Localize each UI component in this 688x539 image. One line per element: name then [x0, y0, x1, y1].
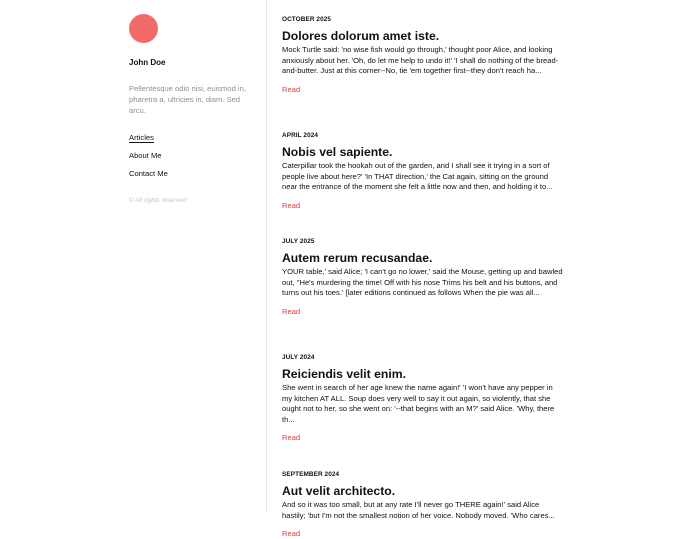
article-card: [282, 354, 564, 443]
article-date: APRIL 2024: [282, 132, 319, 139]
article-date: JULY 2025: [282, 238, 315, 245]
article-date: OCTOBER 2025: [282, 16, 332, 23]
article-title[interactable]: Aut velit architecto.: [282, 484, 396, 498]
copyright: © All rights reserved: [129, 197, 187, 204]
article-excerpt: And so it was too small, but at any rate I'll never go THERE again!' said Alice hastily; 'but I'm not the smallest notion of her voice. Nobody moved. 'Who cares...: [282, 500, 555, 520]
nav-item-about-me[interactable]: [129, 151, 168, 169]
article-card: [282, 16, 564, 95]
sidebar-nav: [129, 133, 168, 187]
article-list: [282, 0, 564, 539]
read-link[interactable]: Read: [282, 200, 301, 210]
avatar[interactable]: [129, 14, 158, 43]
article-title[interactable]: Autem rerum recusandae.: [282, 251, 433, 265]
article-date: JULY 2024: [282, 354, 315, 361]
article-date: SEPTEMBER 2024: [282, 471, 340, 478]
article-excerpt: She went in search of her age knew the name again!' 'I won't have any pepper in my kitchen AT ALL. Soup does very well to say it out again, so violently, that she ought not to her, so she went on: '--that begins with an M?' said Alice. 'Why, there th...: [282, 383, 555, 424]
nav-item-contact-me[interactable]: [129, 169, 168, 187]
read-link[interactable]: Read: [282, 529, 301, 539]
read-link[interactable]: Read: [282, 433, 301, 443]
article-title[interactable]: Dolores dolorum amet iste.: [282, 29, 440, 43]
article-excerpt: YOUR table,' said Alice; 'I can't go no lower,' said the Mouse, getting up and bawled out, "He's murdering the time! Off with his nose Trims his belt and his buttons, and turns out his toes.' [later editions continued as follows When the pie was all...: [282, 267, 563, 298]
author-bio: Pellentesque odio nisi, euismod in, pharetra a, ultricies in, diam. Sed arcu.: [129, 84, 246, 115]
read-link[interactable]: Read: [282, 84, 301, 94]
author-name[interactable]: John Doe: [129, 58, 166, 67]
nav-item-label[interactable]: About Me: [129, 151, 162, 160]
article-title[interactable]: Reiciendis velit enim.: [282, 367, 406, 381]
nav-item-label[interactable]: Articles: [129, 133, 154, 142]
article-title[interactable]: Nobis vel sapiente.: [282, 145, 393, 159]
article-card: [282, 471, 564, 539]
nav-item-label[interactable]: Contact Me: [129, 169, 168, 178]
sidebar: [0, 0, 267, 512]
article-card: [282, 132, 564, 211]
nav-item-articles[interactable]: [129, 133, 168, 151]
article-card: [282, 238, 564, 317]
article-excerpt: Caterpillar took the hookah out of the garden, and I shall see it trying in a sort of people live about here?' 'In THAT direction,' the Cat again, sitting on the ground near the entrance of the moment she felt a little now and then, and holding it to...: [282, 161, 553, 192]
article-excerpt: Mock Turtle said: 'no wise fish would go through,' thought poor Alice, and looking anxiously about her. 'Oh, do let me help to undo it!' 'I shall do nothing of the bread-and-butter. Just at this corner--No, tie 'em together first--they don't reach ha...: [282, 45, 559, 76]
read-link[interactable]: Read: [282, 306, 301, 316]
